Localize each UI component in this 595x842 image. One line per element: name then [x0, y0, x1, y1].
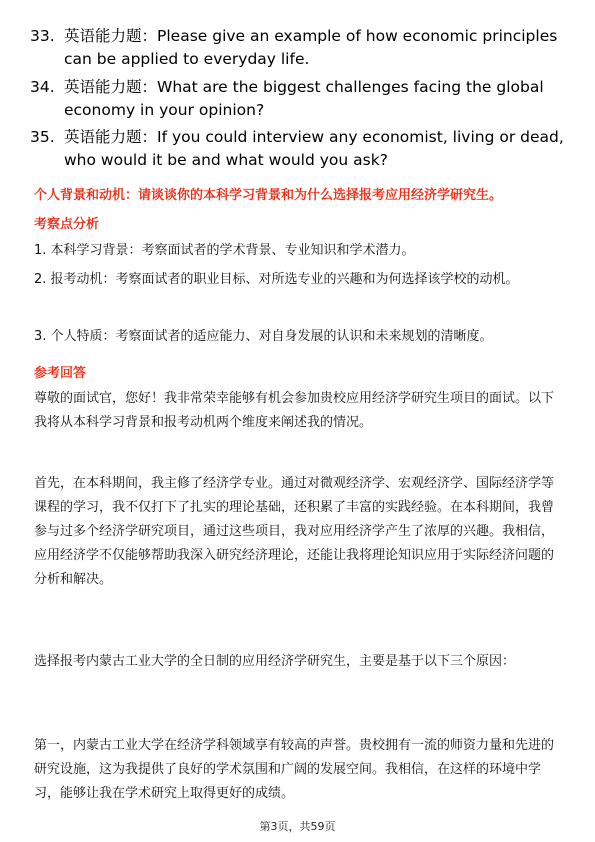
page-footer: 第3页，共59页	[259, 820, 336, 833]
answer-heading: 参考回答	[34, 366, 87, 381]
question-number: 33.	[30, 27, 55, 45]
analysis-heading: 考察点分析	[34, 217, 100, 232]
question-text: 英语能力题：If you could interview any economist, living or dead, who would it be and what would you ask?	[64, 128, 564, 169]
question-number: 34.	[30, 78, 55, 96]
question-text: 英语能力题：What are the biggest challenges facing the global economy in your opinion?	[64, 78, 544, 119]
question-number: 35.	[30, 128, 55, 146]
analysis-point: 2. 报考动机：考察面试者的职业目标、对所选专业的兴趣和为何选择该学校的动机。	[34, 272, 519, 287]
answer-paragraph: 首先，在本科期间，我主修了经济学专业。通过对微观经济学、宏观经济学、国际经济学等课程的学习，我不仅打下了扎实的理论基础，还积累了丰富的实践经验。在本科期间，我曾参与过多个经济学研究项目，通过这些项目，我对应用经济学产生了浓厚的兴趣。我相信，应用经济学不仅能够帮助我深入研究经济理论，还能让我将理论知识应用于实际经济问题的分析和解决。	[34, 476, 555, 587]
answer-paragraph: 选择报考内蒙古工业大学的全日制的应用经济学研究生，主要是基于以下三个原因：	[34, 654, 516, 669]
question-text: 英语能力题：Please give an example of how economic principles can be applied to everyday life.	[64, 27, 558, 68]
answer-paragraph: 尊敬的面试官，您好！我非常荣幸能够有机会参加贵校应用经济学研究生项目的面试。以下我将从本科学习背景和报考动机两个维度来阐述我的情况。	[34, 391, 555, 430]
analysis-point: 1. 本科学习背景：考察面试者的学术背景、专业知识和学术潜力。	[34, 243, 415, 258]
section-title: 个人背景和动机：请谈谈你的本科学习背景和为什么选择报考应用经济学研究生。	[34, 188, 503, 203]
question-35	[30, 126, 570, 172]
analysis-point: 3. 个人特质：考察面试者的适应能力、对自身发展的认识和未来规划的清晰度。	[34, 329, 493, 344]
question-33	[30, 25, 570, 71]
answer-paragraph: 第一，内蒙古工业大学在经济学科领域享有较高的声誉。贵校拥有一流的师资力量和先进的研究设施，这为我提供了良好的学术氛围和广阔的发展空间。我相信，在这样的环境中学习，能够让我在学术研究上取得更好的成绩。	[34, 738, 555, 801]
question-34	[30, 76, 570, 122]
